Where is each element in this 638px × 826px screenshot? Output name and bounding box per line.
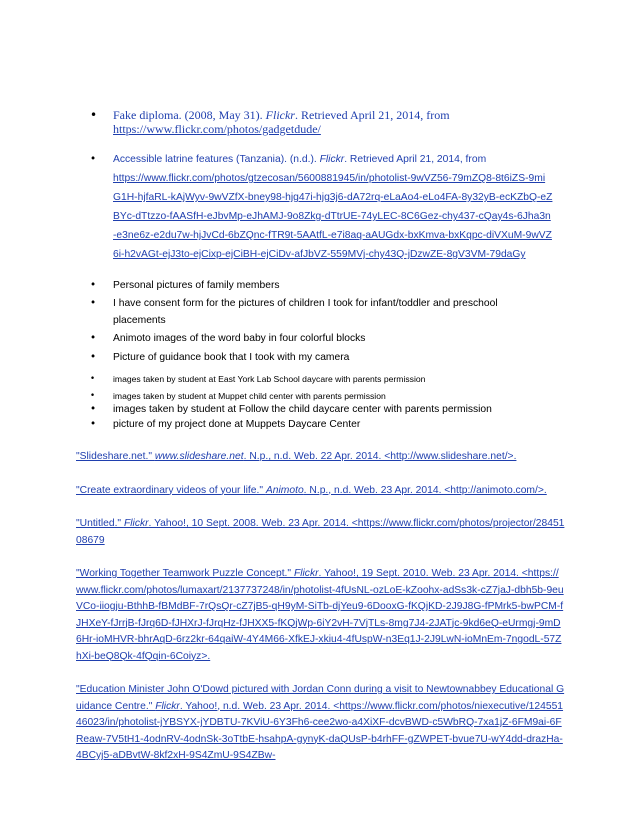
- list-item: [0, 372, 553, 387]
- reference-link[interactable]: https://www.flickr.com/photos/gtzecosan/5600881945/in/photolist-9wVZ56-79mZQ8-8t6iZS-9miG1H-hjfaRL-kAjWyv-9wVZfX-bney98-hjg47i-hjg3j6-dA72rq-eLaAo4-eLo4FA-8y32yB-ecKZbQ-eZBYc-dTtzzo-fAASfH-eJbvMp-eJhAMJ-9o8Zkg-dTtrUE-74yLEC-8C6Gez-chy437-cQay4s-6Jha3n-e3ne6z-e2du7w-hjJvCd-6bZQnc-fTR9t-5AAtfL-e7i8aq-aAUGdx-bxKmva-bxKqpc-diVXuM-9wVZ6i-h2vAGt-ejJ3to-ejCixp-ejCiBH-ejCiDv-afJbVZ-559MVj-chy43Q-jDzwZE-8gV3VM-79daGy: [113, 173, 553, 260]
- bullet-icon: •: [90, 297, 97, 309]
- note-text: I have consent form for the pictures of children I took for infant/toddler and preschool placements: [113, 298, 498, 326]
- list-item: [0, 348, 553, 367]
- bullet-icon: •: [90, 374, 96, 384]
- bullet-icon: •: [90, 153, 97, 165]
- list-item: [0, 150, 553, 264]
- note-text: Animoto images of the word baby in four colorful blocks: [113, 333, 366, 344]
- bullet-icon: •: [90, 279, 97, 291]
- list-item: [0, 417, 553, 432]
- bullet-icon: •: [90, 332, 97, 344]
- list-item: [0, 329, 553, 348]
- reference-link[interactable]: "Education Minister John O'Dowd pictured with Jordan Conn during a visit to Newtownabbey Educational Guidance Centre." Flickr. Yahoo!, n.d. Web. 23 Apr. 2014. <https://www.flickr.com/photos/niexecutive/12455146023/in/photolist-jYBSYX-jYDBTU-7KViU-6Y3Fh6-cee2wo-a4XiXF-dcvBWD-c5WbRQ-7xa1jZ-6FM9ai-6FReaw-7V5tH1-4odnRV-4odnSk-3oTtbE-hsahpA-gynyK-daQUsP-b4rhFF-gZWPET-bvue7U-wY4dd-drazHa-4BCyj5-aDBvtW-8kf2xH-9S4ZmU-9S4ZBw-: [76, 684, 565, 761]
- bullet-icon: •: [90, 391, 96, 401]
- top-reference-list: [0, 108, 553, 264]
- note-text: images taken by student at Follow the child daycare center with parents permission: [113, 404, 492, 415]
- notes-list: [0, 276, 553, 367]
- note-text: Personal pictures of family members: [113, 280, 280, 291]
- reference-link[interactable]: "Slideshare.net." www.slideshare.net. N.p., n.d. Web. 22 Apr. 2014. <http://www.slideshare.net/>.: [76, 451, 517, 462]
- reference-text: Fake diploma. (2008, May 31). Flickr. Retrieved April 21, 2014, from: [113, 108, 450, 122]
- reference-link[interactable]: "Working Together Teamwork Puzzle Concept." Flickr. Yahoo!, 19 Sept. 2010. Web. 23 Apr. 2014. <https://www.flickr.com/photos/lumaxart/2137737248/in/photolist-4fUsNL-ozLoE-kZoohx-adSs3k-cZ7jaJ-dbh5b-9euVCo-iiogju-BthhB-fBMdBF-7rQsQr-cZ7jB5-qH9yM-SiTb-djYeu9-6DooxG-fKQjKD-2J9J8G-fPMrk5-bwPCM-fJHXeY-fJrrjB-fJrq6D-fJHXrJ-fJrqHz-fJHXX5-fKQjWp-6iY2vH-7VjTLs-8mg7J4-2JATjc-9kd6eQ-eUrmgj-9mD6Hr-ioMHVR-bhrAqD-6rz2kr-64qaiW-4Y4M66-XfkEJ-xkiu4-4fUspW-n3Eq1J-2J9LwN-ioMnEm-7ngodL-57ZhXi-beQ8Qk-4fQqin-6Coiyz>.: [76, 568, 564, 662]
- list-item: [0, 108, 553, 136]
- bullet-icon: •: [90, 108, 98, 122]
- bullet-icon: •: [90, 351, 97, 363]
- list-item: [0, 276, 553, 295]
- note-text: images taken by student at Muppet child center with parents permission: [113, 391, 386, 401]
- references-section: [76, 449, 566, 782]
- reference-text: Accessible latrine features (Tanzania). (n.d.). Flickr. Retrieved April 21, 2014, from: [113, 154, 487, 165]
- bullet-icon: •: [90, 418, 97, 430]
- note-text: picture of my project done at Muppets Daycare Center: [113, 419, 361, 430]
- note-text: images taken by student at East York Lab School daycare with parents permission: [113, 374, 426, 384]
- list-item: [0, 295, 553, 329]
- list-item: [0, 390, 553, 402]
- note-text: Picture of guidance book that I took with my camera: [113, 352, 350, 363]
- list-item: [0, 402, 553, 417]
- student-notes-list: [0, 372, 553, 432]
- reference-link[interactable]: "Untitled." Flickr. Yahoo!, 10 Sept. 2008. Web. 23 Apr. 2014. <https://www.flickr.com/photos/projector/2845108679: [76, 518, 565, 546]
- reference-link[interactable]: https://www.flickr.com/photos/gadgetdude/: [113, 122, 321, 136]
- bullet-icon: •: [90, 403, 97, 415]
- reference-link[interactable]: "Create extraordinary videos of your life." Animoto. N.p., n.d. Web. 23 Apr. 2014. <http://animoto.com/>.: [76, 484, 547, 496]
